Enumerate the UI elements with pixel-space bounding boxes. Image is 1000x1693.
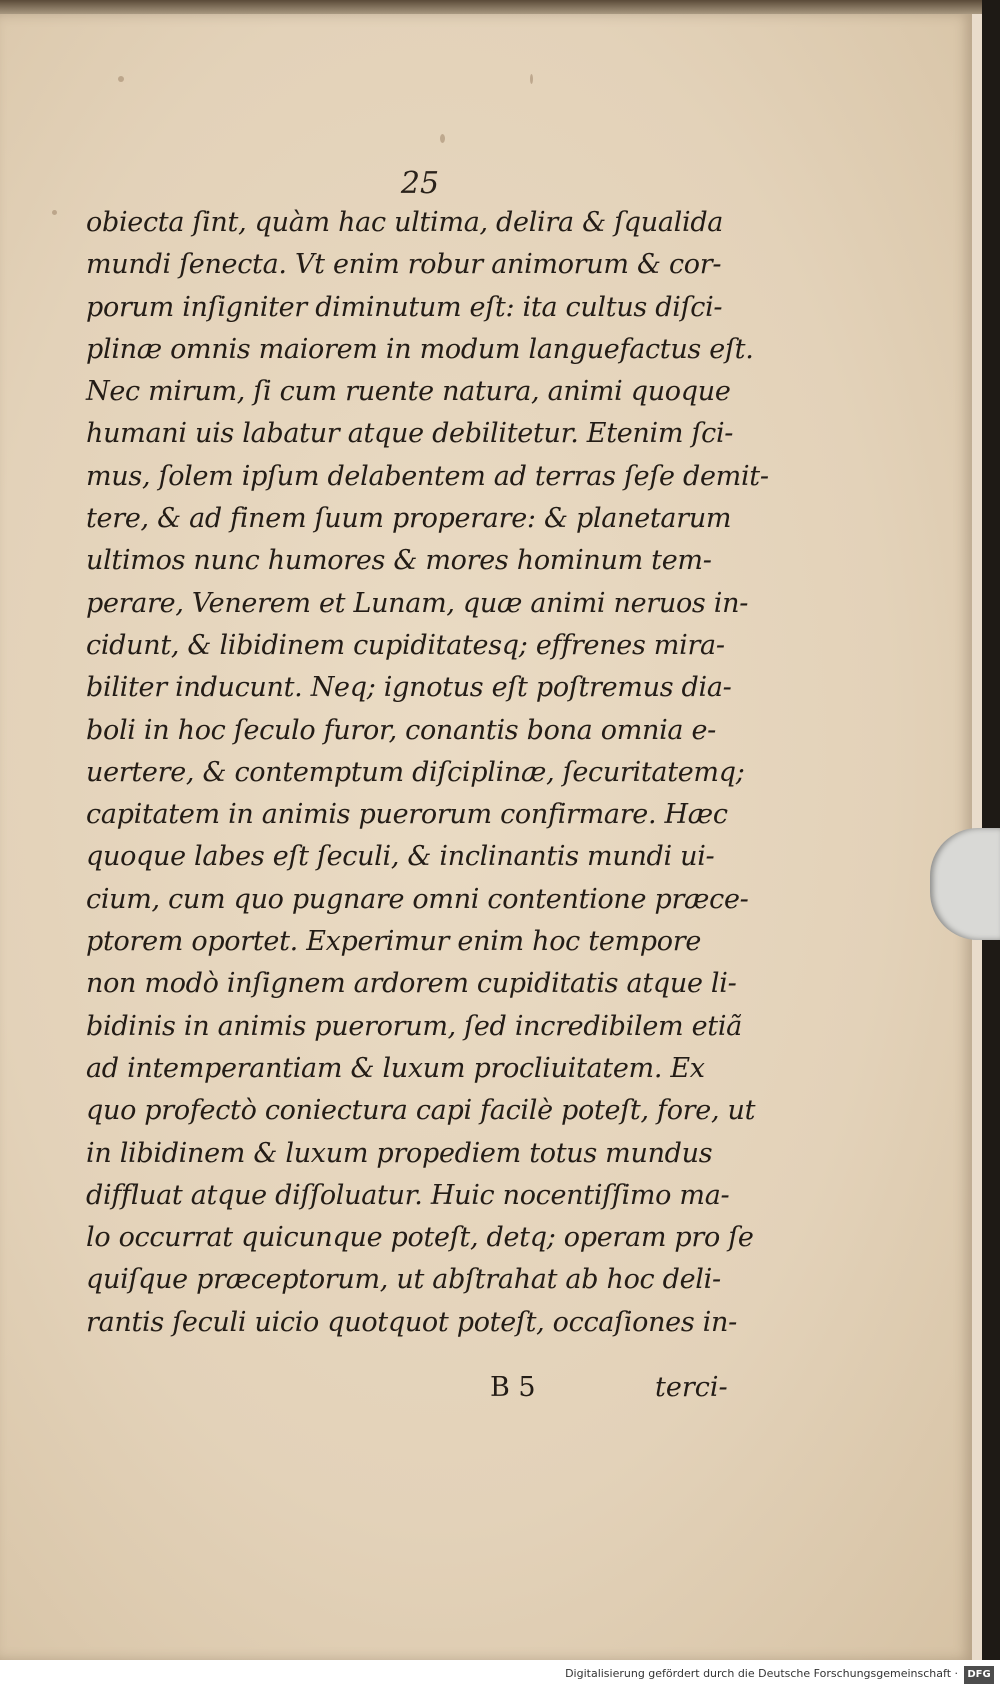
text-line: cidunt, & libidinem cupiditatesq; effrenes mira-: [86, 629, 725, 661]
text-line: obiecta ſint, quàm hac ultima, delira & ſqualida: [86, 207, 724, 238]
text-line: capitatem in animis puerorum confirmare. Hæc: [86, 799, 728, 831]
signature-line: [0, 1372, 972, 1412]
funding-credit: Digitalisierung gefördert durch die Deutsche Forschungsgemeinschaft ·: [565, 1667, 958, 1680]
text-line: diffluat atque diſſoluatur. Huic nocentiſſimo ma-: [86, 1179, 730, 1211]
text-line: ultimos nunc humores & mores hominum tem-: [86, 545, 712, 577]
text-line: tere, & ad finem ſuum properare: & planetarum: [86, 503, 732, 535]
text-line: cium, cum quo pugnare omni contentione præce-: [86, 883, 749, 915]
page-number: 25: [400, 166, 440, 201]
signature-mark: B 5: [490, 1372, 536, 1403]
text-line: bidinis in animis puerorum, ſed incredibilem etiã: [86, 1010, 742, 1042]
stain: [530, 74, 533, 84]
text-line: quoque labes eſt ſeculi, & inclinantis mundi ui-: [86, 841, 715, 873]
text-line: humani uis labatur atque debilitetur. Etenim ſci-: [86, 418, 734, 450]
text-line: mundi ſenecta. Vt enim robur animorum & cor-: [86, 249, 722, 281]
dfg-logo-icon: DFG: [964, 1666, 994, 1684]
text-line: biliter inducunt. Neq; ignotus eſt poſtremus dia-: [86, 672, 732, 704]
text-line: boli in hoc ſeculo furor, conantis bona omnia e-: [86, 714, 717, 746]
text-line: plinæ omnis maiorem in modum languefactus eſt.: [86, 333, 754, 365]
text-line: quiſque præceptorum, ut abſtrahat ab hoc deli-: [86, 1264, 721, 1296]
text-line: in libidinem & luxum propediem totus mundus: [86, 1137, 713, 1169]
text-line: porum inſigniter diminutum eſt: ita cultus diſci-: [86, 291, 723, 323]
body-text: [86, 202, 769, 1344]
text-line: quo profectò coniectura capi facilè poteſt, fore, ut: [86, 1095, 756, 1127]
stain: [52, 210, 57, 215]
text-line: non modò inſignem ardorem cupiditatis atque li-: [86, 968, 737, 1000]
footer-bar: [0, 1660, 1000, 1693]
text-line: uertere, & contemptum diſciplinæ, ſecuritatemq;: [86, 756, 745, 788]
stain: [440, 134, 445, 143]
text-line: perare, Venerem et Lunam, quæ animi neruos in-: [86, 587, 749, 619]
stain: [118, 76, 124, 82]
text-line: rantis ſeculi uicio quotquot poteſt, occaſiones in-: [86, 1306, 737, 1338]
page-top-edge: [0, 0, 1000, 14]
text-line: mus, ſolem ipſum delabentem ad terras ſeſe demit-: [86, 460, 769, 492]
catchword: terci-: [655, 1372, 728, 1403]
text-line: ptorem oportet. Experimur enim hoc tempore: [86, 926, 702, 958]
text-line: ad intemperantiam & luxum procliuitatem. Ex: [86, 1052, 705, 1084]
text-line: lo occurrat quicunque poteſt, detq; operam pro ſe: [86, 1222, 754, 1254]
paper-page: [0, 14, 972, 1660]
text-line: Nec mirum, ſi cum ruente natura, animi quoque: [86, 376, 731, 408]
